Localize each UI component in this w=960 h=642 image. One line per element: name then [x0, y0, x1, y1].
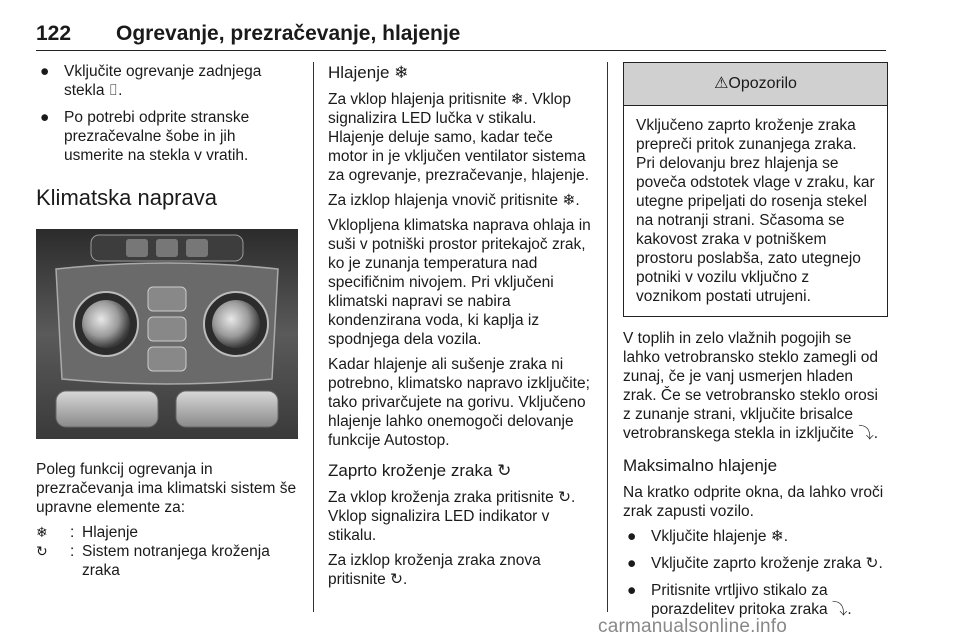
paragraph: Vklopljena klimatska naprava ohlaja in suši v potniški prostor pritekajoč zrak, ko je zunanja temperatura nad specifičnim nivojem. Pri vključeni klimatski napravi se nabira kondenzirana voda, ki kaplja iz spodnjega dela vozila.: [328, 217, 591, 348]
list-item: ● Vključite zaprto kroženje zraka ↻.: [627, 555, 883, 572]
watermark: carmanualsonline.info: [598, 616, 788, 637]
list-item: ● Vključite hlajenje ❄.: [627, 528, 789, 545]
column-1: [36, 62, 298, 580]
page-title: Ogrevanje, prezračevanje, hlajenje: [116, 22, 461, 45]
page-header: [36, 22, 886, 51]
section-heading: Zaprto kroženje zraka ↻: [328, 461, 512, 480]
list-item: ● Vključite ogrevanje zadnjega stekla ⌷.: [40, 63, 262, 99]
car-recirculation-icon: ↻: [36, 543, 48, 559]
column-divider: [607, 62, 608, 612]
paragraph: Za izklop kroženja zraka znova pritisnite ↻.: [328, 552, 541, 588]
section-heading: Maksimalno hlajenje: [623, 456, 778, 475]
paragraph: Za vklop kroženja zraka pritisnite ↻. Vklop signalizira LED indikator v stikalu.: [328, 489, 576, 544]
list-item: ● Pritisnite vrtljivo stikalo za porazdelitev pritoka zraka ⤵.: [627, 582, 852, 618]
warning-box: [623, 62, 888, 317]
column-divider: [313, 62, 314, 612]
column-2: [328, 62, 594, 595]
paragraph: Kadar hlajenje ali sušenje zraka ni potrebno, klimatsko napravo izključite; tako privarčujete na gorivu. Vključeno hlajenje lahko onemogoči delovanje funkcije Autostop.: [328, 356, 590, 449]
warning-title: ⚠Opozorilo: [624, 63, 887, 106]
legend-row: ↻ : Sistem notranjega kroženja zraka: [36, 543, 270, 579]
climate-control-photo: [36, 229, 298, 439]
section-heading: Hlajenje ❄: [328, 63, 409, 82]
paragraph: Za izklop hlajenja vnovič pritisnite ❄.: [328, 192, 580, 209]
legend-row: ❄ : Hlajenje: [36, 524, 139, 541]
list-item: ● Po potrebi odprite stranske prezračevalne šobe in jih usmerite na stekla v vratih.: [40, 109, 250, 164]
intro-text: Poleg funkcij ogrevanja in prezračevanja ima klimatski sistem še upravne elemente za:: [36, 461, 297, 516]
paragraph: Na kratko odprite okna, da lahko vroči zrak zapusti vozilo.: [623, 484, 884, 520]
column-3: [623, 62, 888, 627]
paragraph: V toplih in zelo vlažnih pogojih se lahko vetrobransko steklo zamegli od zunaj, če je vanj usmerjen hladen zrak. Če se vetrobransko steklo orosi z zunanje strani, vključite brisalce vetrobranskega stekla in izključite ⤵.: [623, 330, 879, 442]
snowflake-icon: ❄: [36, 524, 48, 540]
page-number: 122: [36, 22, 72, 45]
section-heading: Klimatska naprava: [36, 185, 217, 210]
paragraph: Za vklop hlajenja pritisnite ❄. Vklop signalizira LED lučka v stikalu. Hlajenje deluje samo, kadar teče motor in je vključen ventilator sistema za ogrevanje, prezračevanje, hlajenje.: [328, 91, 590, 184]
warning-text: Vključeno zaprto kroženje zraka prepreči pritok zunanjega zraka. Pri delovanju brez hlajenja se poveča odstotek vlage v zraku, kar utegne pripeljati do rosenja stekel na notranji strani. Sčasoma se kakovost zraka v potniškem prostoru poslabša, zato utegnejo potniki v vozilu vključno z voznikom postati utrujeni.: [636, 117, 875, 305]
